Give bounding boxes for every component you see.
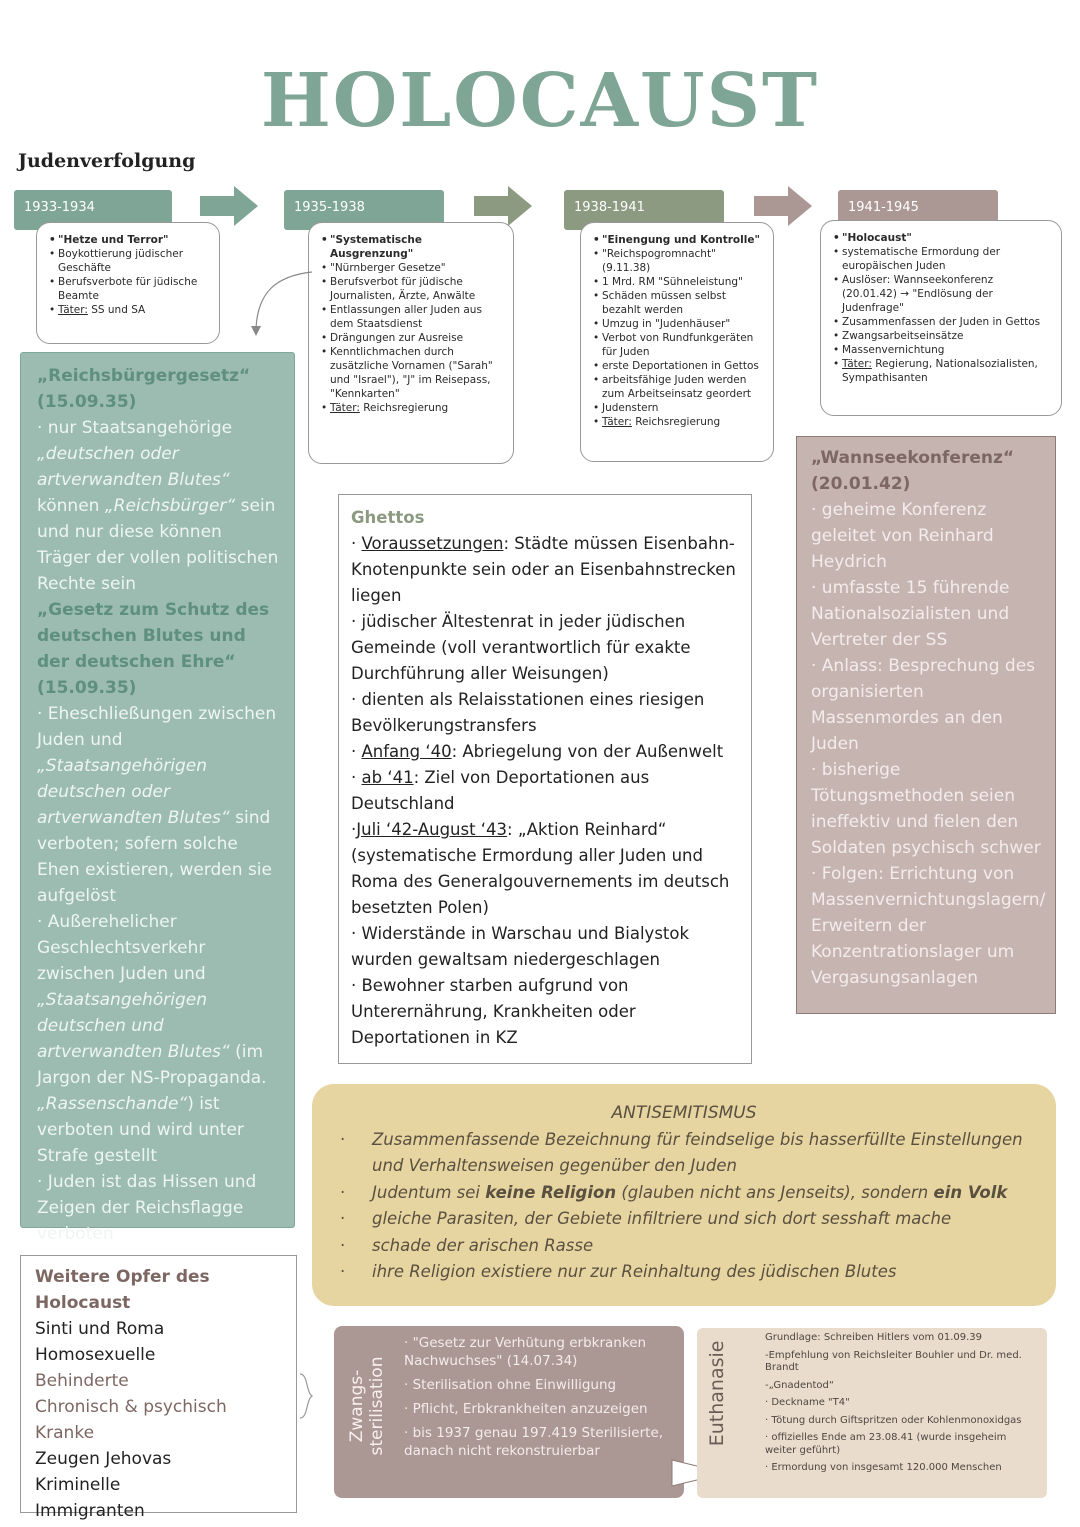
card-item: • Zusammenfassen der Juden in Gettos (833, 315, 1051, 329)
list-item: Kriminelle (35, 1475, 121, 1495)
list-item: -„Gnadentod“ (765, 1379, 835, 1391)
period-card-1 (36, 222, 220, 344)
reichsbuergergesetz-box (20, 352, 295, 1244)
box-text: · jüdischer Ältestenrat in jeder jüdischen Gemeinde (voll verantwortlich für exakte Durchführung aller Weisungen) (351, 612, 691, 683)
card-item: • Schäden müssen selbst bezahlt werden (593, 289, 763, 317)
box-heading: „Wannseekonferenz“ (20.01.42) (811, 448, 1015, 494)
period-tab-2: 1935-1938 (284, 190, 444, 230)
period-tab-4: 1941-1945 (838, 190, 998, 230)
arrow-right-icon (474, 186, 532, 226)
list-item: · bis 1937 genau 197.419 Sterilisierte, danach nicht rekonstruierbar (404, 1425, 664, 1459)
box-text: · Folgen: Errichtung von Massenvernichtungslagern/ Erweitern der Konzentrationslager um Vergasungsanlagen (811, 864, 1046, 988)
card-item: • Zwangsarbeitseinsätze (833, 329, 1051, 343)
box-text: · dienten als Relaisstationen eines riesigen Bevölkerungstransfers (351, 690, 705, 735)
section-title: Judenverfolgung (18, 150, 196, 172)
card-item: • Täter: Regierung, Nationalsozialisten, Sympathisanten (833, 357, 1051, 385)
card-item: • Täter: Reichsregierung (321, 401, 503, 415)
list-item: Behinderte (35, 1371, 129, 1391)
box-text: · bisherige Tötungsmethoden seien ineffektiv und fielen den Soldaten psychisch schwer (811, 760, 1041, 858)
card-item: • Massenvernichtung (833, 343, 1051, 357)
box-text: · ab ‘41: Ziel von Deportationen aus Deutschland (351, 768, 650, 813)
period-card-3 (580, 222, 774, 462)
card-item: • "Reichspogromnacht" (9.11.38) (593, 247, 763, 275)
card-item: • Judenstern (593, 401, 763, 415)
box-label: Zwangs-sterilisation (347, 1356, 387, 1456)
page-title: HOLOCAUST (260, 58, 820, 144)
card-item: • "Einengung und Kontrolle" (593, 233, 763, 247)
antisemitismus-box (312, 1084, 1056, 1306)
card-item: • Kenntlichmachen durch zusätzliche Vornamen ("Sarah" und "Israel"), "J" im Reisepass, "Kennkarten" (321, 345, 503, 401)
card-item: • Täter: Reichsregierung (593, 415, 763, 429)
card-item: • "Systematische Ausgrenzung" (321, 233, 503, 261)
box-heading: Weitere Opfer des Holocaust (35, 1267, 210, 1313)
box-text: · Eheschließungen zwischen Juden und „Staatsangehörigen deutschen oder artverwandten Blutes“ sind verboten; sofern solche Ehen existieren, werden sie aufgelöst (37, 704, 277, 906)
box-text: · umfasste 15 führende Nationalsozialisten und Vertreter der SS (811, 578, 1010, 650)
card-item: • "Holocaust" (833, 231, 1051, 245)
period-tab-1: 1933-1934 (14, 190, 172, 230)
card-item: • Verbot von Rundfunkgeräten für Juden (593, 331, 763, 359)
list-item: · offizielles Ende am 23.08.41 (wurde insgeheim weiter geführt) (765, 1432, 1007, 1456)
period-tab-3: 1938-1941 (564, 190, 724, 230)
list-item: Homosexuelle (35, 1345, 156, 1365)
list-item: · Deckname "T4" (765, 1397, 850, 1408)
card-item: • Boykottierung jüdischer Geschäfte (49, 247, 209, 275)
brace-icon (298, 1372, 316, 1420)
box-text: · Bewohner starben aufgrund von Unterernährung, Krankheiten oder Deportationen in KZ (351, 976, 636, 1047)
weitere-opfer-box (20, 1255, 297, 1521)
box-heading: „Gesetz zum Schutz des deutschen Blutes und der deutschen Ehre“ (15.09.35) (37, 600, 270, 698)
box-text: · Widerstände in Warschau und Bialystok wurden gewaltsam niedergeschlagen (351, 924, 690, 969)
box-label: Euthanasie (705, 1340, 728, 1447)
card-item: • Drängungen zur Ausreise (321, 331, 503, 345)
list-item: -Empfehlung von Reichsleiter Bouhler und Dr. med. Brandt (765, 1349, 1022, 1373)
list-item: · Ermordung von insgesamt 120.000 Menschen (765, 1462, 1002, 1473)
wannseekonferenz-box (796, 436, 1056, 1014)
card-item: • Berufsverbot für jüdische Journalisten, Ärzte, Anwälte (321, 275, 503, 303)
list-item: Chronisch & psychisch Kranke (35, 1397, 227, 1443)
list-item: · Judentum sei keine Religion (glauben nicht ans Jenseits), sondern ein Volk (372, 1180, 1036, 1207)
box-text: ·Juli ‘42-August ‘43: „Aktion Reinhard“ (systematische Ermordung aller Juden und Roma des Generalgouvernements im deutsch besetzten Polen) (351, 820, 730, 917)
card-item: • Umzug in "Judenhäuser" (593, 317, 763, 331)
card-item: • Täter: SS und SA (49, 303, 209, 317)
list-item: · Zusammenfassende Bezeichnung für feindselige bis hasserfüllte Einstellungen und Verhaltensweisen gegenüber den Juden (372, 1127, 1036, 1180)
card-item: • Auslöser: Wannseekonferenz (20.01.42) → "Endlösung der Judenfrage" (833, 273, 1051, 315)
list-item: Sinti und Roma (35, 1319, 165, 1339)
euthanasie-box (697, 1328, 1047, 1498)
box-text: · nur Staatsangehörige „deutschen oder artverwandten Blutes“ können „Reichsbürger“ sein und nur diese können Träger der vollen politischen Rechte sein (37, 418, 279, 594)
list-item: · Sterilisation ohne Einwilligung (404, 1377, 617, 1393)
card-item: • systematische Ermordung der europäischen Juden (833, 245, 1051, 273)
box-heading: „Reichsbürgergesetz“ (15.09.35) (37, 366, 251, 412)
arrow-right-icon (200, 186, 258, 226)
card-item: • Berufsverbote für jüdische Beamte (49, 275, 209, 303)
card-item: • "Hetze und Terror" (49, 233, 209, 247)
card-item: • 1 Mrd. RM "Sühneleistung" (593, 275, 763, 289)
card-item: • "Nürnberger Gesetze" (321, 261, 503, 275)
arrow-right-icon (754, 186, 812, 226)
card-item: • erste Deportationen in Gettos (593, 359, 763, 373)
card-item: • Entlassungen aller Juden aus dem Staatsdienst (321, 303, 503, 331)
box-text: · Anlass: Besprechung des organisierten Massenmordes an den Juden (811, 656, 1036, 754)
box-text: · Voraussetzungen: Städte müssen Eisenbahn-Knotenpunkte sein oder an Eisenbahnstrecken liegen (351, 534, 736, 605)
zwangssterilisation-box (334, 1326, 684, 1498)
box-heading: ANTISEMITISMUS (611, 1103, 757, 1123)
box-text: · Außerehelicher Geschlechtsverkehr zwischen Juden und „Staatsangehörigen deutschen und artverwandten Blutes“ (im Jargon der NS-Propaganda. „Rassenschande“) ist verboten und wird unter Strafe gestellt (37, 912, 267, 1166)
period-card-2 (308, 222, 514, 464)
box-text: · geheime Konferenz geleitet von Reinhard Heydrich (811, 500, 994, 572)
box-text: · Anfang ‘40: Abriegelung von der Außenwelt (351, 742, 724, 761)
list-item: · Tötung durch Giftspritzen oder Kohlenmonoxidgas (765, 1414, 1022, 1426)
list-item: · "Gesetz zur Verhütung erbkranken Nachwuchses" (14.07.34) (404, 1335, 647, 1369)
list-item: · ihre Religion existiere nur zur Reinhaltung des jüdischen Blutes (372, 1259, 1036, 1286)
box-heading: Ghettos (351, 508, 425, 527)
curved-arrow-icon (246, 268, 316, 340)
list-item: · schade der arischen Rasse (372, 1233, 1036, 1260)
list-item: · Pflicht, Erbkrankheiten anzuzeigen (404, 1401, 648, 1417)
period-card-4 (820, 220, 1062, 416)
card-item: • arbeitsfähige Juden werden zum Arbeitseinsatz geordert (593, 373, 763, 401)
list-item: Immigranten (35, 1501, 145, 1521)
list-item: Zeugen Jehovas (35, 1449, 172, 1469)
list-item: Grundlage: Schreiben Hitlers vom 01.09.39 (765, 1332, 982, 1343)
list-item: · gleiche Parasiten, der Gebiete infiltriere und sich dort sesshaft mache (372, 1206, 1036, 1233)
box-text: · Juden ist das Hissen und Zeigen der Reichsflagge verboten (37, 1172, 257, 1244)
ghettos-box (338, 494, 752, 1064)
